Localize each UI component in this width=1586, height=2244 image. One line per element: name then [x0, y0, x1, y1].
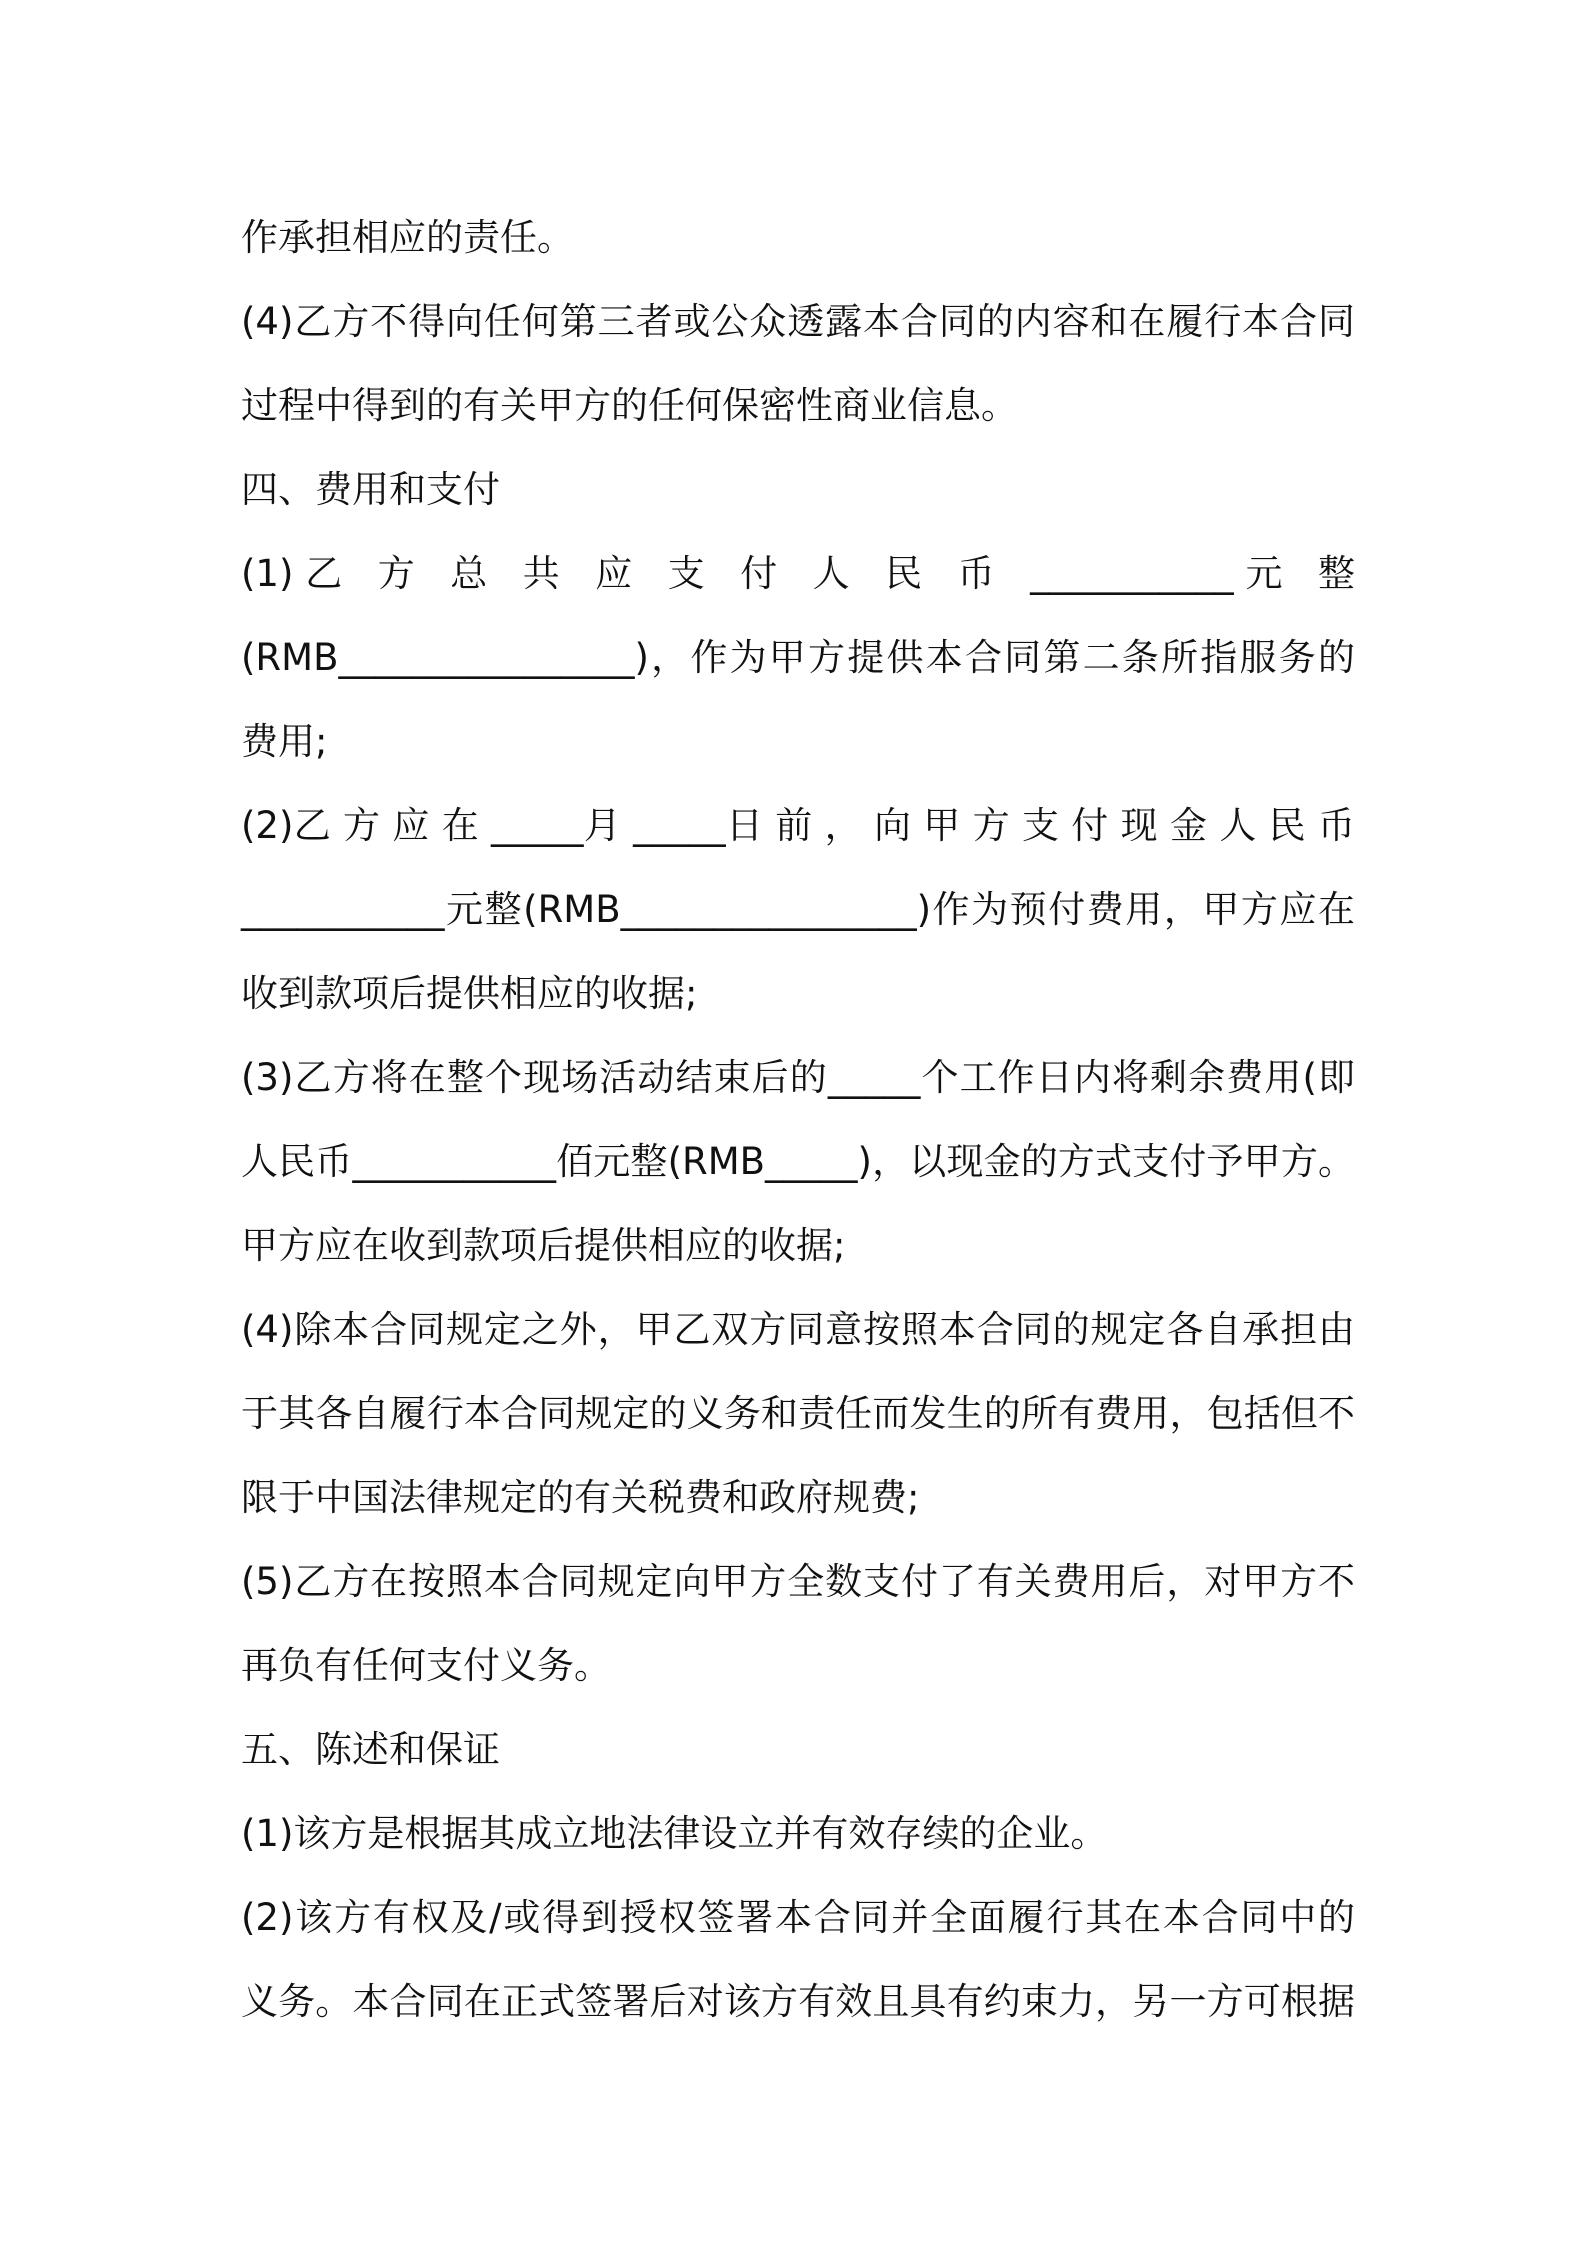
text-line: (1)乙 方 总 共 应 支 付 人 民 币 ___________元 整 [241, 552, 1355, 595]
text-line: 再负有任何支付义务。 [241, 1644, 611, 1687]
text-line: 人民币___________佰元整(RMB_____)，以现金的方式支付予甲方。 [241, 1140, 1355, 1183]
text-line: (5)乙方在按照本合同规定向甲方全数支付了有关费用后，对甲方不 [241, 1560, 1355, 1603]
text-line: (2)该方有权及/或得到授权签署本合同并全面履行其在本合同中的 [241, 1896, 1355, 1939]
text-line: 费用; [241, 720, 328, 763]
text-line: (4)除本合同规定之外，甲乙双方同意按照本合同的规定各自承担由 [241, 1308, 1355, 1351]
section-heading: 五、陈述和保证 [241, 1728, 500, 1771]
text-line: 收到款项后提供相应的收据; [241, 972, 698, 1015]
text-line: (RMB________________)，作为甲方提供本合同第二条所指服务的 [241, 636, 1355, 679]
text-line: 义务。本合同在正式签署后对该方有效且具有约束力，另一方可根据 [241, 1980, 1355, 2023]
section-heading: 四、费用和支付 [241, 468, 500, 511]
text-line: (1)该方是根据其成立地法律设立并有效存续的企业。 [241, 1812, 1108, 1855]
text-line: 于其各自履行本合同规定的义务和责任而发生的所有费用，包括但不 [241, 1392, 1355, 1435]
text-line: (2)乙 方 应 在 _____月 _____日 前 ， 向 甲 方 支 付 现 金 人 民 币 [241, 804, 1355, 847]
text-line: ___________元整(RMB________________)作为预付费用，甲方应在 [241, 888, 1355, 931]
text-line: 限于中国法律规定的有关税费和政府规费; [241, 1476, 920, 1519]
text-line: 过程中得到的有关甲方的任何保密性商业信息。 [241, 384, 1018, 427]
text-line: 作承担相应的责任。 [241, 216, 574, 259]
text-line: (3)乙方将在整个现场活动结束后的_____个工作日内将剩余费用(即 [241, 1056, 1355, 1099]
text-line: 甲方应在收到款项后提供相应的收据; [241, 1224, 846, 1267]
document-page [241, 196, 1355, 2044]
text-line: (4)乙方不得向任何第三者或公众透露本合同的内容和在履行本合同 [241, 300, 1355, 343]
